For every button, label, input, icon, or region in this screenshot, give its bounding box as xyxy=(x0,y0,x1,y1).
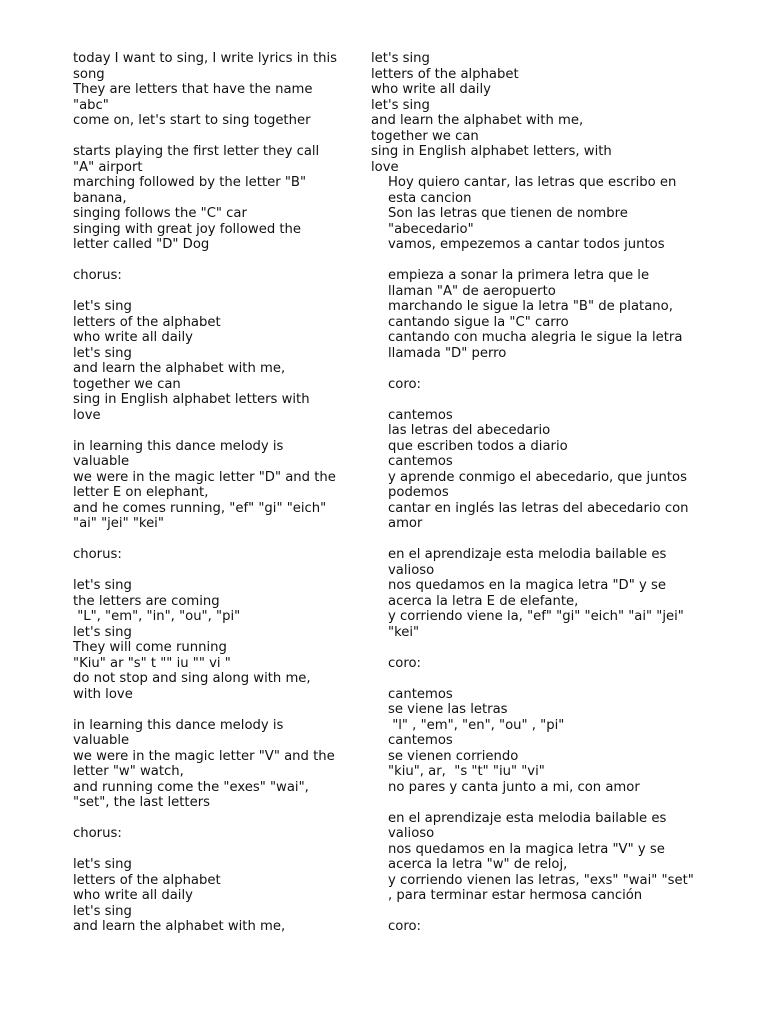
lyric-line: amor xyxy=(388,516,423,531)
lyric-line: banana, xyxy=(73,190,127,206)
lyric-line: let's sing xyxy=(73,578,132,593)
lyric-line: Son las letras que tienen de nombre xyxy=(388,206,628,221)
lyric-line: together we can xyxy=(371,128,479,144)
lyric-line: let's sing xyxy=(73,299,132,314)
lyric-line: , para terminar estar hermosa canción xyxy=(388,888,643,903)
lyric-line: love xyxy=(73,407,101,423)
lyric-line: in learning this dance melody is xyxy=(73,438,284,454)
lyric-line: in learning this dance melody is xyxy=(73,717,284,733)
lyric-line: "l" , "em", "en", "ou" , "pi" xyxy=(388,717,565,733)
blank-line xyxy=(73,284,373,300)
blank-line xyxy=(73,253,373,269)
blank-line xyxy=(388,671,731,687)
lyric-line: "kiu", ar, "s "t" "iu" "vi" xyxy=(388,764,545,779)
lyric-line: marching followed by the letter "B" xyxy=(73,175,307,190)
lyric-line: we were in the magic letter "D" and the xyxy=(73,469,336,485)
lyric-line: "Kiu" ar "s" t "" iu "" vi " xyxy=(73,655,231,671)
blank-line xyxy=(73,702,373,718)
lyric-line: who write all daily xyxy=(73,330,193,345)
lyric-line: valioso xyxy=(388,826,435,841)
lyric-line: "ai" "jei" "kei" xyxy=(73,516,164,531)
lyric-line: and he comes running, "ef" "gi" "eich" xyxy=(73,500,327,516)
blank-line xyxy=(388,795,731,811)
lyric-line: the letters are coming xyxy=(73,593,220,609)
lyric-line: y corriendo viene la, "ef" "gi" "eich" "ai" "jei" xyxy=(388,609,684,624)
lyric-line: letters of the alphabet xyxy=(371,66,519,82)
lyric-line: acerca la letra "w" de reloj, xyxy=(388,857,568,872)
lyric-line: love xyxy=(371,159,399,175)
lyric-line: llamada "D" perro xyxy=(388,345,507,361)
blank-line xyxy=(388,532,731,548)
blank-line xyxy=(388,253,731,269)
lyric-line: chorus: xyxy=(73,547,122,562)
lyric-line: en el aprendizaje esta melodia bailable es xyxy=(388,810,667,826)
lyric-line: y aprende conmigo el abecedario, que juntos xyxy=(388,469,687,485)
lyric-line: let's sing xyxy=(73,903,132,919)
blank-line xyxy=(73,532,373,548)
lyric-line: do not stop and sing along with me, xyxy=(73,671,311,686)
lyric-line: They are letters that have the name xyxy=(73,82,313,97)
lyric-line: with love xyxy=(73,686,133,702)
blank-line xyxy=(73,423,373,439)
lyric-line: letter "w" watch, xyxy=(73,764,184,779)
lyric-line: empieza a sonar la primera letra que le xyxy=(388,268,650,283)
lyric-line: marchando le sigue la letra "B" de platano, xyxy=(388,299,673,314)
right-lyrics-column xyxy=(371,51,731,935)
lyric-line: cantando sigue la "C" carro xyxy=(388,314,569,330)
lyric-line: letter called "D" Dog xyxy=(73,237,210,252)
lyric-line: let's sing xyxy=(73,624,132,640)
lyric-line: "abecedario" xyxy=(388,221,474,237)
lyric-line: podemos xyxy=(388,485,449,500)
lyric-line: "L", "em", "in", "ou", "pi" xyxy=(73,609,241,624)
lyric-line: letters of the alphabet xyxy=(73,872,221,888)
lyric-line: song xyxy=(73,66,105,82)
lyric-line: nos quedamos en la magica letra "V" y se xyxy=(388,841,665,857)
lyric-line: vamos, empezemos a cantar todos juntos xyxy=(388,237,665,252)
lyric-line: let's sing xyxy=(371,51,430,66)
english-lyrics-continued xyxy=(371,51,731,175)
lyric-line: singing with great joy followed the xyxy=(73,221,302,237)
lyric-line: llaman "A" de aeropuerto xyxy=(388,283,556,299)
lyric-line: let's sing xyxy=(371,97,430,113)
lyric-line: and learn the alphabet with me, xyxy=(371,113,584,128)
lyric-line: starts playing the first letter they call xyxy=(73,144,320,159)
lyric-line: y corriendo vienen las letras, "exs" "wai" "set" xyxy=(388,872,694,888)
lyric-line: que escriben todos a diario xyxy=(388,438,568,454)
lyric-line: Hoy quiero cantar, las letras que escribo en xyxy=(388,175,677,190)
lyric-line: coro: xyxy=(388,376,421,392)
blank-line xyxy=(388,640,731,656)
lyric-line: and running come the "exes" "wai", xyxy=(73,779,309,795)
lyric-line: who write all daily xyxy=(73,888,193,903)
lyric-line: let's sing xyxy=(73,345,132,361)
blank-line xyxy=(388,392,731,408)
lyric-line: chorus: xyxy=(73,268,122,283)
blank-line xyxy=(73,842,373,858)
lyric-line: no pares y canta junto a mi, con amor xyxy=(388,779,640,795)
blank-line xyxy=(388,361,731,377)
lyric-line: "abc" xyxy=(73,97,109,113)
lyric-line: "kei" xyxy=(388,624,420,640)
lyric-line: let's sing xyxy=(73,857,132,872)
lyric-line: "A" airport xyxy=(73,159,143,175)
lyric-line: se viene las letras xyxy=(388,702,508,717)
lyric-line: and learn the alphabet with me, xyxy=(73,919,286,934)
blank-line xyxy=(73,129,373,145)
lyric-line: come on, let's start to sing together xyxy=(73,113,311,128)
lyric-line: letter E on elephant, xyxy=(73,485,209,500)
lyric-line: who write all daily xyxy=(371,82,491,97)
lyric-line: cantar en inglés las letras del abecedario con xyxy=(388,500,689,516)
lyric-line: today I want to sing, I write lyrics in this xyxy=(73,51,338,66)
lyric-line: we were in the magic letter "V" and the xyxy=(73,748,335,764)
lyric-line: together we can xyxy=(73,376,181,392)
lyric-line: singing follows the "C" car xyxy=(73,206,247,221)
lyric-line: cantemos xyxy=(388,454,453,469)
lyric-line: coro: xyxy=(388,655,421,671)
blank-line xyxy=(388,904,731,920)
lyric-line: cantemos xyxy=(388,686,453,702)
lyric-line: en el aprendizaje esta melodia bailable es xyxy=(388,547,667,562)
lyric-line: cantando con mucha alegria le sigue la letra xyxy=(388,330,683,345)
blank-line xyxy=(73,811,373,827)
lyric-line: letters of the alphabet xyxy=(73,314,221,330)
lyric-line: cantemos xyxy=(388,407,453,423)
english-lyrics-column xyxy=(73,51,373,935)
lyric-line: sing in English alphabet letters, with xyxy=(371,144,612,159)
lyric-line: esta cancion xyxy=(388,190,472,206)
lyric-line: valuable xyxy=(73,733,130,748)
lyric-line: acerca la letra E de elefante, xyxy=(388,593,579,609)
spanish-lyrics-column xyxy=(371,175,731,935)
lyric-line: "set", the last letters xyxy=(73,795,211,810)
lyric-line: chorus: xyxy=(73,826,122,841)
lyric-line: cantemos xyxy=(388,733,453,748)
blank-line xyxy=(73,563,373,579)
lyric-line: nos quedamos en la magica letra "D" y se xyxy=(388,578,666,593)
lyric-line: valioso xyxy=(388,562,435,578)
lyric-line: valuable xyxy=(73,454,130,469)
lyric-line: and learn the alphabet with me, xyxy=(73,361,286,376)
lyric-line: coro: xyxy=(388,919,421,934)
lyric-line: las letras del abecedario xyxy=(388,423,551,438)
lyric-line: sing in English alphabet letters with xyxy=(73,392,310,407)
lyric-line: They will come running xyxy=(73,640,227,655)
lyric-line: se vienen corriendo xyxy=(388,748,519,764)
